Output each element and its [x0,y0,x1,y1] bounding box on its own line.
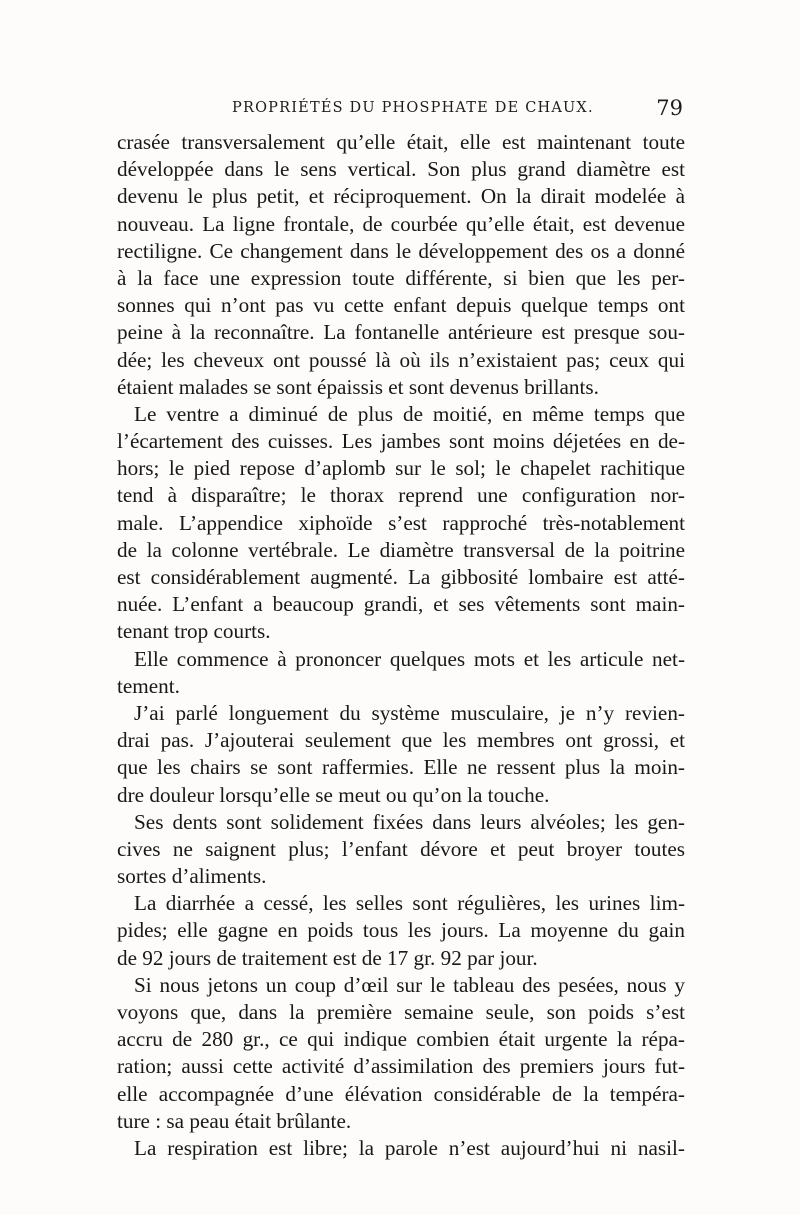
text-line: hors; le pied repose d’aplomb sur le sol; le chapelet rachitique [117,456,685,481]
text-line: Si nous jetons un coup d’œil sur le tableau des pesées, nous y [134,972,685,997]
text-line: dée; les cheveux ont poussé là où ils n’existaient pas; ceux qui [117,347,685,372]
text-line: Le ventre a diminué de plus de moitié, en même temps que [134,401,685,426]
text-line: étaient malades se sont épaissis et sont devenus brillants. [117,374,599,399]
text-line: Elle commence à prononcer quelques mots et les articule net- [134,646,685,671]
running-head [117,96,683,124]
text-line: est considérablement augmenté. La gibbosité lombaire est atté- [117,565,685,589]
text-line: dre douleur lorsqu’elle se meut ou qu’on la touche. [117,782,550,807]
running-title: PROPRIÉTÉS DU PHOSPHATE DE CHAUX. [232,100,594,116]
text-line: ture : sa peau était brûlante. [117,1108,352,1133]
text-line: cives ne saignent plus; l’enfant dévore et peut broyer toutes [117,836,685,861]
text-line: accru de 280 gr., ce qui indique combien était urgente la répa- [117,1027,685,1052]
body-text [117,129,685,1162]
text-line: J’ai parlé longuement du système musculaire, je n’y revien- [134,700,685,725]
page-number: 79 [656,96,683,120]
text-line: tenant trop courts. [117,619,271,644]
text-line: sortes d’aliments. [117,864,267,889]
text-line: rectiligne. Ce changement dans le développement des os a donné [117,238,685,263]
text-line: l’écartement des cuisses. Les jambes sont moins déjetées en de- [117,429,685,454]
text-line: de la colonne vertébrale. Le diamètre transversal de la poitrine [117,537,685,562]
text-line: tement. [117,673,180,698]
text-line: La diarrhée a cessé, les selles sont régulières, les urines lim- [134,891,685,916]
text-line: voyons que, dans la première semaine seule, son poids s’est [117,1000,685,1024]
text-line: drai pas. J’ajouterai seulement que les membres ont grossi, et [117,728,685,753]
text-line: ration; aussi cette activité d’assimilation des premiers jours fut- [117,1054,685,1079]
text-line: peine à la reconnaître. La fontanelle antérieure est presque sou- [117,320,685,345]
text-line: à la face une expression toute différente, si bien que les per- [117,265,685,290]
text-line: développée dans le sens vertical. Son plus grand diamètre est [117,157,685,182]
text-line: crasée transversalement qu’elle était, elle est maintenant toute [117,130,685,154]
text-line: nouveau. La ligne frontale, de courbée qu’elle était, est devenue [117,211,685,236]
text-line: sonnes qui n’ont pas vu cette enfant depuis quelque temps ont [117,293,685,318]
text-line: de 92 jours de traitement est de 17 gr. 92 par jour. [117,945,538,970]
text-line: pides; elle gagne en poids tous les jours. La moyenne du gain [117,918,685,943]
text-line: que les chairs se sont raffermies. Elle ne ressent plus la moin- [117,755,685,780]
text-line: devenu le plus petit, et réciproquement. On la dirait modelée à [117,184,685,209]
text-line: La respiration est libre; la parole n’est aujourd’hui ni nasil- [134,1135,685,1160]
text-line: Ses dents sont solidement fixées dans leurs alvéoles; les gen- [134,809,685,834]
text-line: elle accompagnée d’une élévation considérable de la tempéra- [117,1081,685,1106]
text-line: nuée. L’enfant a beaucoup grandi, et ses vêtements sont main- [117,592,685,617]
text-line: tend à disparaître; le thorax reprend une configuration nor- [117,483,685,508]
text-line: male. L’appendice xiphoïde s’est rapproché très-notablement [117,510,685,535]
